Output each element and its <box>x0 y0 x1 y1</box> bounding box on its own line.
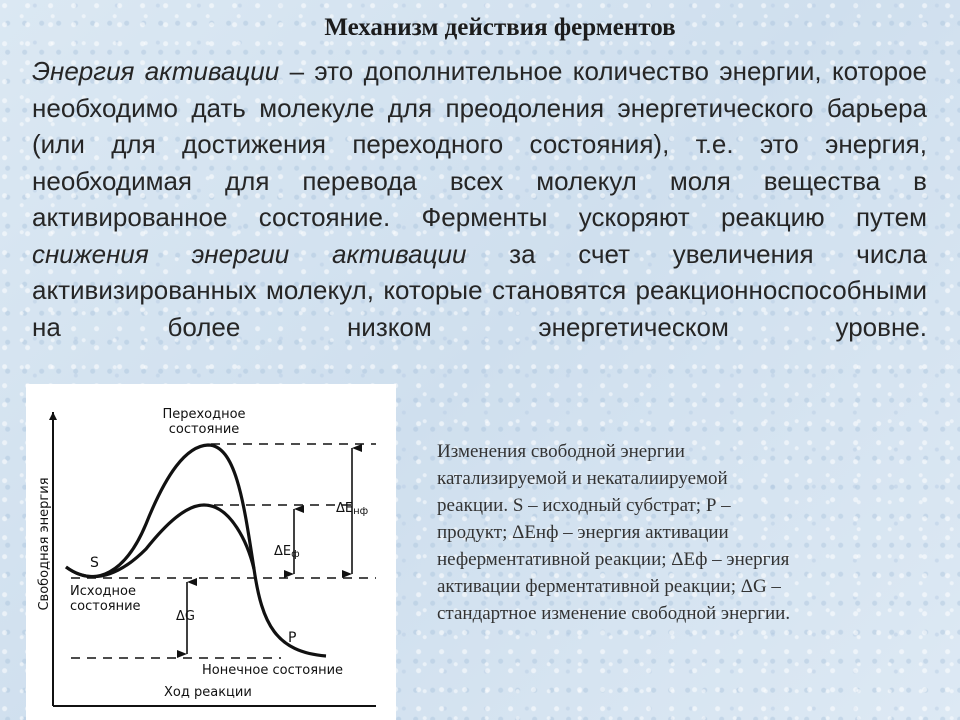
caption-line: продукт; ΔЕнф – энергия активации <box>437 522 729 543</box>
initial-state-label-1: Исходное <box>70 584 136 599</box>
body-paragraph <box>32 53 927 345</box>
y-axis-label: Свободная энергия <box>37 477 52 611</box>
caption-line: Изменения свободной энергии <box>437 441 685 462</box>
dE-f-label <box>274 544 300 560</box>
dE-f-main: ΔE <box>274 544 292 559</box>
dE-nf-sub: нф <box>353 506 369 517</box>
dE-nf-label <box>336 501 368 517</box>
figure-caption <box>437 438 897 627</box>
transition-state-label-1: Переходное <box>162 407 246 422</box>
energy-diagram <box>26 384 396 720</box>
dE-nf-main: ΔE <box>336 501 354 516</box>
caption-line: неферментативной реакции; ΔЕф – энергия <box>437 549 790 570</box>
product-label: P <box>288 630 297 646</box>
paragraph-part-3: снижения энергии активации <box>32 238 467 269</box>
caption-line: катализируемой и некаталиируемой <box>437 468 728 489</box>
energy-diagram-svg <box>26 384 396 720</box>
dE-f-sub: ф <box>291 549 300 560</box>
paragraph-part-2: – это дополнительное количество энергии, которое необходимо дать молекуле для преодоления энергетического барьера (или для достижения переходного состояния), т.е. это энергия, необходимая для перевода всех молекул моля вещества в активированное состояние. Ферменты ускоряют реакцию путем <box>32 56 928 232</box>
slide-title: Механизм действия ферментов <box>324 14 676 41</box>
x-axis-label: Ход реакции <box>164 685 252 700</box>
dG-label: ΔG <box>176 609 195 624</box>
transition-state-label-2: состояние <box>168 422 240 437</box>
initial-state-label-2: состояние <box>70 599 141 614</box>
substrate-label: S <box>90 555 99 571</box>
paragraph-part-4: за счет увеличения числа активизированных молекул, которые становятся реакционноспособными на более низком энергетическом уровне. <box>32 238 927 342</box>
caption-line: реакции. S – исходный субстрат; Р – <box>437 495 731 516</box>
final-state-label: Нонечное состояние <box>202 663 344 678</box>
caption-line: стандартное изменение свободной энергии. <box>437 603 791 624</box>
paragraph-part-1: Энергия активации <box>32 56 280 86</box>
caption-line: активации ферментативной реакции; ΔG – <box>437 576 781 597</box>
